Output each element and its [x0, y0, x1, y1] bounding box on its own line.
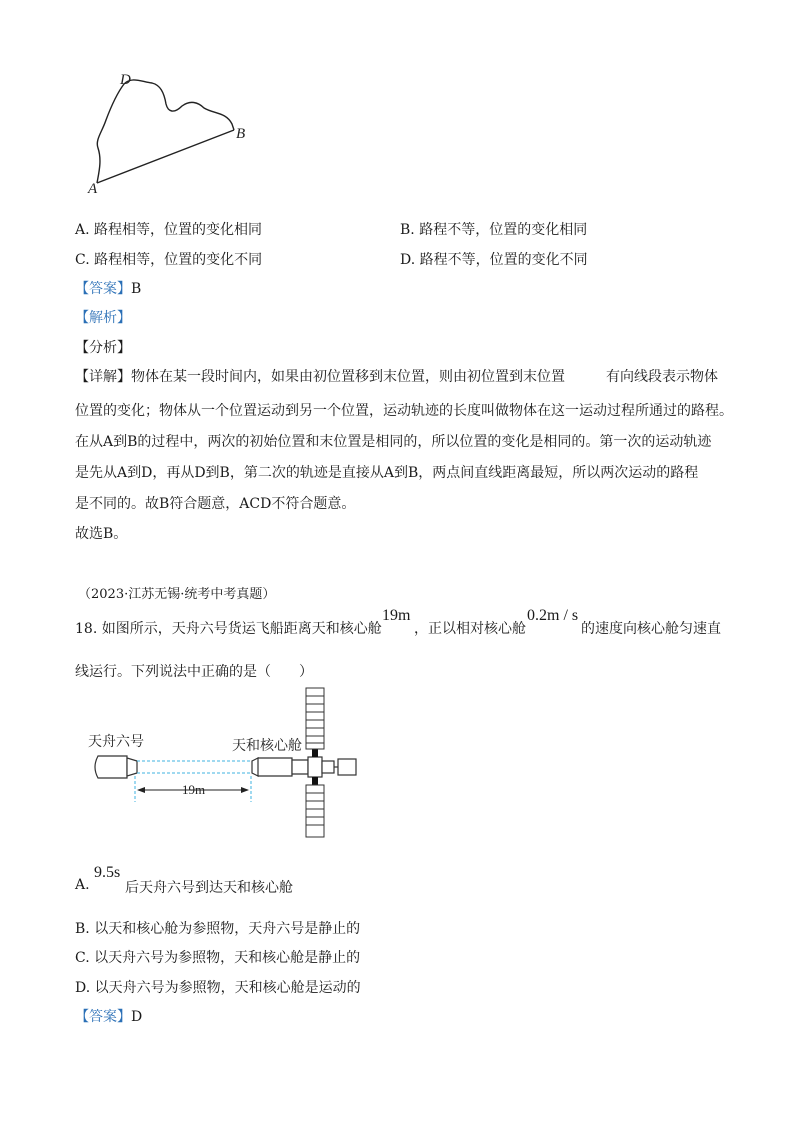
q18-option-a-math: 9.5s — [94, 864, 121, 881]
path-figure — [80, 62, 260, 197]
option-c: C. 路程相等，位置的变化不同 — [75, 252, 263, 268]
q18-option-b: B. 以天和核心舱为参照物，天舟六号是静止的 — [75, 921, 361, 937]
label-d: D — [120, 72, 131, 88]
distance-value: 19m — [382, 607, 411, 624]
q18-answer-label: 【答案】 — [75, 1009, 131, 1025]
stem-part-3: 的速度向核心舱匀速直 — [581, 621, 721, 637]
detail-text-1: 物体在某一段时间内，如果由初位置移到末位置，则由初位置到末位置 — [131, 369, 565, 385]
q18-option-d: D. 以天舟六号为参照物，天和核心舱是运动的 — [75, 980, 361, 996]
detail-line-4: 是先从A到D，再从D到B，第二次的轨迹是直接从A到B，两点间直线距离最短，所以两次运动的路程 — [75, 465, 699, 481]
tianzhou-spacecraft — [95, 756, 137, 778]
curved-path-adb — [97, 80, 234, 183]
q18-option-c: C. 以天舟六号为参照物，天和核心舱是静止的 — [75, 950, 361, 966]
analysis-label: 【解析】 — [75, 310, 131, 326]
dim-arrowhead-left — [137, 787, 145, 793]
dim-arrowhead-right — [241, 787, 249, 793]
answer-value: B — [131, 281, 142, 297]
option-a: A. 路程相等，位置的变化相同 — [75, 222, 263, 238]
stem-part-2: ，正以相对核心舱 — [414, 621, 526, 637]
detail-line-1 — [75, 366, 565, 386]
distance-label: 19m — [182, 782, 206, 797]
label-b: B — [236, 126, 246, 142]
option-d: D. 路程不等，位置的变化不同 — [400, 252, 588, 268]
tianhe-label: 天和核心舱 — [232, 739, 302, 754]
answer-line — [75, 278, 141, 298]
speed-value: 0.2m / s — [527, 607, 579, 624]
spacecraft-figure — [80, 686, 380, 842]
detail-text-1b: 有向线段表示物体 — [606, 369, 718, 385]
q18-answer-value: D — [131, 1009, 143, 1025]
source-tag: （2023·江苏无锡·统考中考真题） — [78, 587, 276, 602]
tianhe-station — [252, 688, 356, 837]
stem-line-2: 线运行。下列说法中正确的是（ ） — [75, 664, 313, 680]
option-b: B. 路程不等，位置的变化相同 — [400, 222, 588, 238]
detail-line-5: 是不同的。故B符合题意，ACD不符合题意。 — [75, 496, 356, 512]
straight-path-ab — [97, 130, 234, 183]
detail-label: 【详解】 — [75, 369, 131, 385]
detail-line-2: 位置的变化；物体从一个位置运动到另一个位置，运动轨迹的长度叫做物体在这一运动过程所通过的路程。 — [75, 403, 733, 419]
q18-option-a-prefix: A. — [75, 877, 90, 893]
answer-label: 【答案】 — [75, 281, 131, 297]
q18-answer-line — [75, 1006, 142, 1026]
detail-line-3: 在从A到B的过程中，两次的初始位置和末位置是相同的，所以位置的变化是相同的。第一次的运动轨迹 — [75, 434, 712, 450]
conclusion: 故选B。 — [75, 526, 128, 542]
stem-part-1: 18. 如图所示，天舟六号货运飞船距离天和核心舱 — [75, 621, 382, 637]
tianzhou-label: 天舟六号 — [88, 735, 144, 750]
fenxi-label: 【分析】 — [75, 340, 131, 356]
label-a: A — [88, 181, 98, 197]
q18-option-a-text: 后天舟六号到达天和核心舱 — [125, 880, 293, 896]
